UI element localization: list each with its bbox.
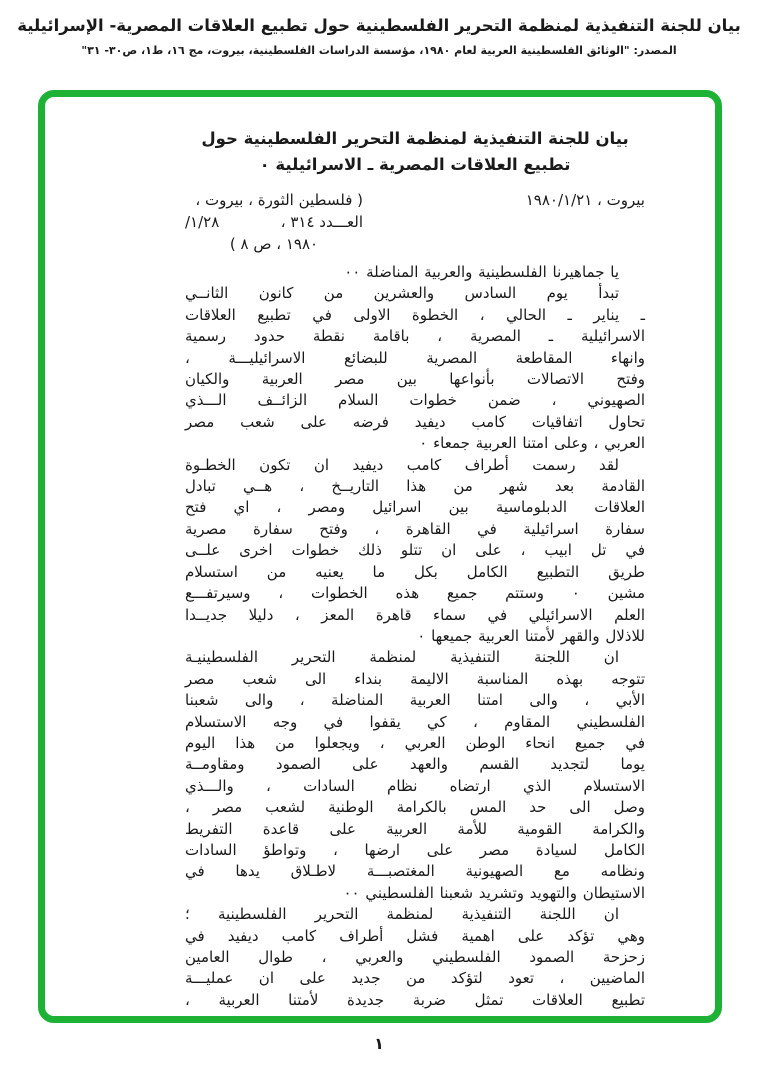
body-line: الأبي ، والى امتنا العربية المناضلة ، والى شعبنا <box>185 691 645 710</box>
body-line: ان اللجنة التنفيذية لمنظمة التحرير الفلسطينية ؛ <box>185 905 619 924</box>
body-line: طريق التطبيع الكامل بكل ما يعنيه من استسلام <box>185 562 645 581</box>
statement-title <box>185 126 645 178</box>
body-line: والكرامة القومية للأمة العربية على قاعدة التفريط <box>185 819 645 838</box>
body-line: للاذلال والقهر لأمتنا العربية جميعها ٠ <box>417 626 645 645</box>
body-line: تبدأ يوم السادس والعشرين من كانون الثانــي <box>185 284 619 303</box>
body-line: يوما لتجديد القسم والعهد على الصمود ومقاومــة <box>185 755 645 774</box>
body-line: وهي تؤكد على اهمية فشل أطراف كامب ديفيد في <box>185 926 645 945</box>
body-line: الفلسطيني المقاوم ، كي يقفوا في وجه الاستسلام <box>185 712 645 731</box>
reference-line-3: ١٩٨٠ ، ص ٨ ) <box>229 235 319 253</box>
reference-issue-label: العـــدد ٣١٤ ، <box>280 213 363 231</box>
reference-line-1: ( فلسطين الثورة ، بيروت ، <box>195 191 363 209</box>
body-line: في جميع انحاء الوطن العربي ، ويجعلوا من هذا اليوم <box>185 733 645 752</box>
header-title: بيان للجنة التنفيذية لمنظمة التحرير الفلسطينية حول تطبيع العلاقات المصرية- الإسرائيلية <box>17 16 741 35</box>
body-line: تحاول اتفاقيات كامب ديفيد فرضه على شعب مصر <box>185 412 645 431</box>
body-line: ـ يناير ـ الحالي ، الخطوة الاولى في تطبيع العلاقات <box>185 305 645 324</box>
body-line: الاستيطان والتهويد وتشريد شعبنا الفلسطيني ٠٠ <box>343 883 645 902</box>
body-line: ونظامه مع الصهيونية المغتصبـــة لاطـلاق يدها في <box>185 862 645 881</box>
body-line: الصهيوني ، ضمن خطوات السلام الزائــف الـــذي <box>185 391 645 410</box>
body-line: وانهاء المقاطعة المصرية للبضائع الاسرائيليـــة ، <box>185 348 645 367</box>
statement-title-line1: بيان للجنة التنفيذية لمنظمة التحرير الفلسطينية حول <box>201 129 629 148</box>
body-line: تتوجه بهذه المناسبة الاليمة بنداء الى شعب مصر <box>185 669 645 688</box>
body-line: في تل ابيب ، على ان تتلو ذلك خطوات اخرى علــى <box>185 541 645 560</box>
body-line: تطبيع العلاقات تمثل ضربة جديدة لأمتنا العربية ، <box>185 990 645 1009</box>
dateline-citation-row <box>185 189 645 255</box>
page-header <box>0 16 758 57</box>
body-line: وصل الى حد المس بالكرامة الوطنية لشعب مصر ، <box>185 798 645 817</box>
statement-body <box>185 262 645 1011</box>
dateline: بيروت ، ١٩٨٠/١/٢١ <box>525 191 645 209</box>
reference-issue-date: /١/٢٨ <box>185 213 220 231</box>
body-line: الاسرائيلية ـ المصرية ، باقامة نقطة حدود رسمية <box>185 327 645 346</box>
body-line: مشين ٠ وستتم جميع هذه الخطوات ، وسيرتفـــع <box>185 584 646 603</box>
body-line: زحزحة الصمود الفلسطيني والعربي ، طوال العامين <box>185 948 645 966</box>
body-line: العلم الاسرائيلي في سماء قاهرة المعز ، دليلا جديــدا <box>185 605 645 624</box>
body-line: وفتح الاتصالات بأنواعها بين مصر العربية والكيان <box>185 370 645 389</box>
body-line: الاستسلام الذي ارتضاه نظام السادات ، والـــذي <box>185 776 645 795</box>
document-content <box>185 126 645 1011</box>
body-line: ان اللجنة التنفيذية لمنظمة التحرير الفلسطينيـة <box>185 648 619 667</box>
body-line: لقد رسمت أطراف كامب ديفيد ان تكون الخطـوة <box>185 455 619 474</box>
source-citation-line: المصدر: "الوثائق الفلسطينية العربية لعام ١٩٨٠، مؤسسة الدراسات الفلسطينية، بيروت، مج ١٦، ط١، ص٣٠- ٣١" <box>81 44 677 57</box>
body-line: يا جماهيرنا الفلسطينية والعربية المناضلة ٠٠ <box>344 263 619 281</box>
source-reference <box>185 189 363 255</box>
statement-title-line2: تطبيع العلاقات المصرية ـ الاسرائيلية ٠ <box>259 155 571 174</box>
page-number: ١ <box>374 1034 384 1053</box>
body-line: العلاقات الدبلوماسية بين اسرائيل ومصر ، اي فتح <box>185 498 645 517</box>
body-line: الكامل لسيادة مصر على ارضها ، وتواطؤ السادات <box>185 840 645 859</box>
body-line: العربي ، وعلى امتنا العربية جمعاء ٠ <box>419 434 645 453</box>
body-line: سفارة اسرائيلية في القاهرة ، وفتح سفارة مصرية <box>185 519 645 538</box>
body-line: الماضيين ، تعود لتؤكد من جديد على ان عمليـــة <box>185 969 645 988</box>
reference-line-2 <box>185 211 363 233</box>
body-line: القادمة بعد شهر من هذا التاريــخ ، هــي تبادل <box>185 477 645 496</box>
